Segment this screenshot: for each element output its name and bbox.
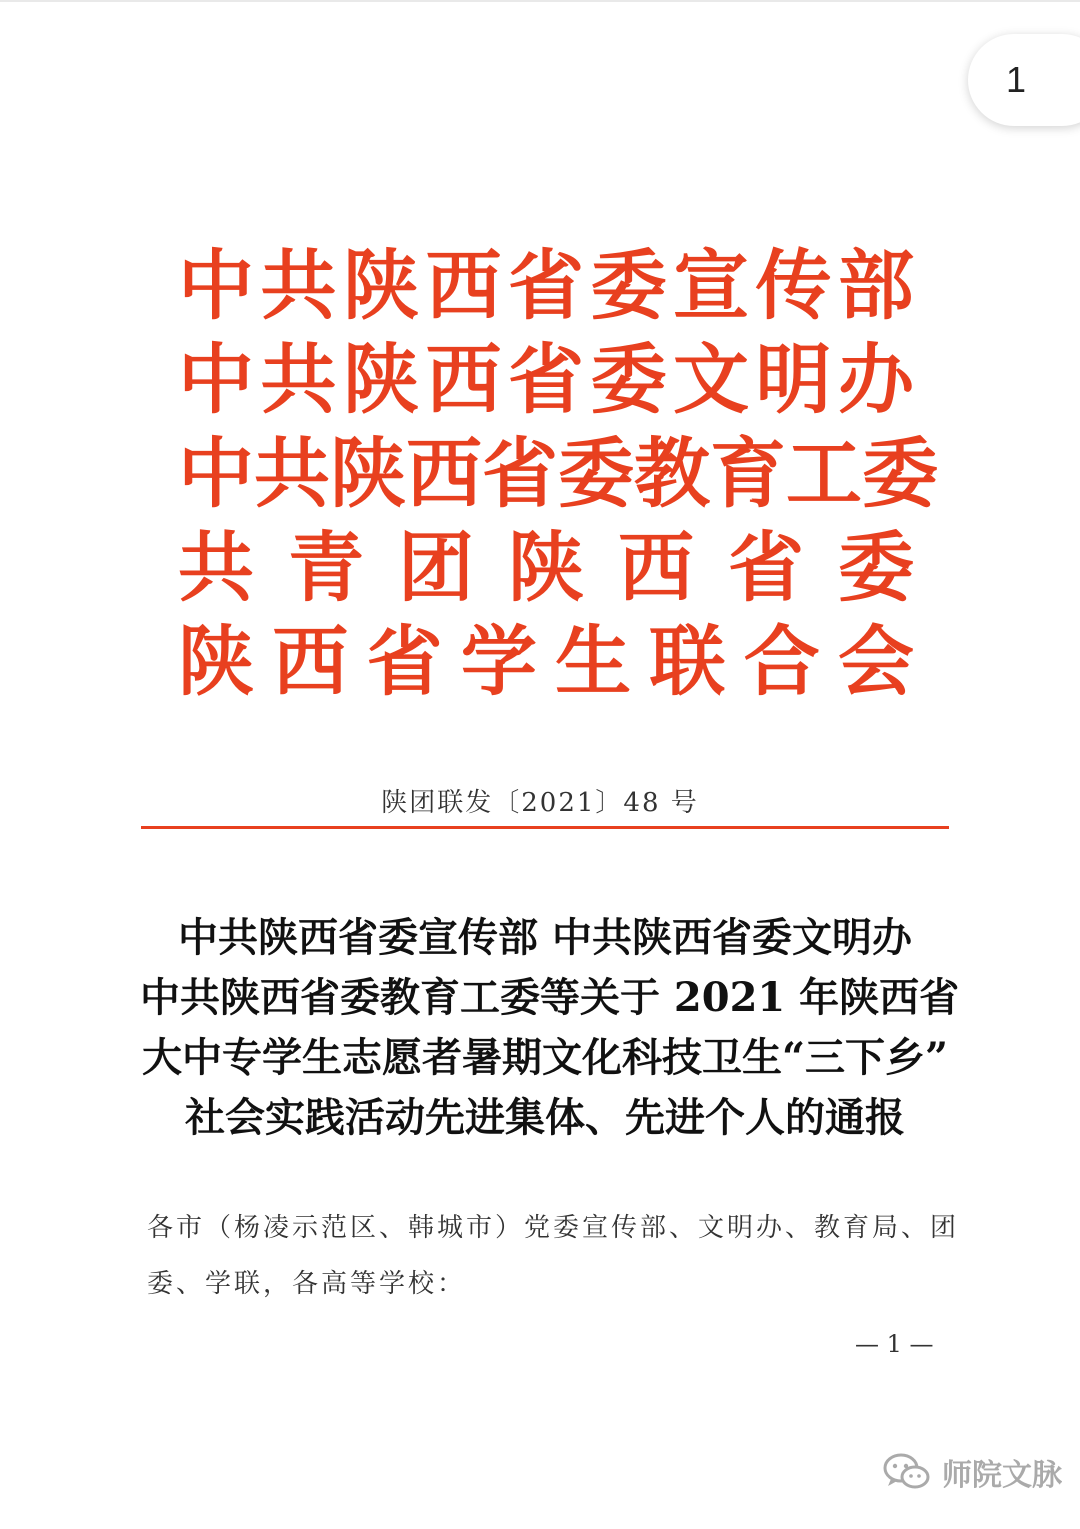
issuer-character: 工 bbox=[786, 429, 862, 518]
addressee-paragraph bbox=[147, 1208, 960, 1320]
red-separator-rule bbox=[141, 826, 949, 829]
issuer-character: 中 bbox=[178, 335, 254, 424]
title-line: 大中专学生志愿者暑期文化科技卫生“三下乡” bbox=[141, 1034, 948, 1081]
issuer-character: 共 bbox=[260, 335, 337, 424]
issuer-character: 委 bbox=[590, 335, 667, 424]
issuer-line bbox=[178, 240, 914, 332]
issuer-line bbox=[178, 616, 914, 708]
document-title bbox=[140, 908, 960, 1148]
issuer-character: 宣 bbox=[673, 241, 749, 330]
addressee-line: 各市（杨凌示范区、韩城市）党委宣传部、文明办、教育局、团 bbox=[147, 1213, 960, 1243]
issuer-character: 省 bbox=[728, 523, 804, 612]
issuer-character: 西 bbox=[406, 429, 482, 518]
issuer-character: 省 bbox=[508, 335, 584, 424]
issuer-character: 委 bbox=[558, 429, 634, 518]
title-line: 社会实践活动先进集体、先进个人的通报 bbox=[185, 1094, 905, 1141]
page-number-footer: — 1 — bbox=[855, 1330, 934, 1358]
issuer-character: 中 bbox=[178, 241, 254, 330]
issuer-character: 西 bbox=[618, 523, 694, 612]
issuer-character: 联 bbox=[649, 617, 726, 706]
title-line: 中共陕西省委教育工委等关于 2021 年陕西省 bbox=[140, 974, 960, 1021]
issuer-character: 西 bbox=[272, 617, 349, 706]
issuer-character: 西 bbox=[425, 241, 502, 330]
issuer-character: 传 bbox=[755, 241, 832, 330]
issuer-character: 委 bbox=[862, 429, 938, 518]
issuer-character: 共 bbox=[254, 429, 330, 518]
issuer-character: 陕 bbox=[343, 335, 419, 424]
issuer-character: 委 bbox=[838, 523, 914, 612]
wechat-icon bbox=[882, 1452, 932, 1492]
issuer-character: 省 bbox=[366, 617, 443, 706]
page-indicator-badge[interactable] bbox=[968, 34, 1080, 126]
issuer-line bbox=[178, 334, 914, 426]
source-watermark bbox=[882, 1450, 1062, 1494]
issuer-character: 省 bbox=[482, 429, 558, 518]
issuer-character: 青 bbox=[288, 523, 364, 612]
issuer-character: 陕 bbox=[178, 617, 254, 706]
issuer-character: 陕 bbox=[508, 523, 584, 612]
top-divider bbox=[0, 0, 1080, 2]
issuer-line bbox=[178, 522, 914, 614]
issuer-character: 会 bbox=[837, 617, 914, 706]
issuer-character: 文 bbox=[673, 335, 749, 424]
issuer-character: 合 bbox=[743, 617, 820, 706]
title-line: 中共陕西省委宣传部 中共陕西省委文明办 bbox=[178, 914, 912, 961]
issuer-character: 教 bbox=[634, 429, 710, 518]
issuer-character: 中 bbox=[178, 429, 254, 518]
issuer-character: 团 bbox=[398, 523, 474, 612]
issuer-character: 省 bbox=[508, 241, 584, 330]
issuer-character: 育 bbox=[710, 429, 786, 518]
page-indicator-number: 1 bbox=[1006, 59, 1027, 100]
issuer-character: 共 bbox=[260, 241, 337, 330]
issuer-character: 办 bbox=[838, 335, 914, 424]
issuer-line bbox=[178, 428, 938, 520]
issuer-character: 共 bbox=[178, 523, 254, 612]
document-number: 陕团联发〔2021〕48 号 bbox=[381, 788, 699, 818]
issuer-character: 部 bbox=[838, 241, 914, 330]
addressee-line: 委、学联，各高等学校： bbox=[147, 1269, 467, 1299]
issuer-character: 西 bbox=[425, 335, 502, 424]
issuer-character: 生 bbox=[555, 617, 632, 706]
issuer-character: 陕 bbox=[330, 429, 406, 518]
issuer-character: 明 bbox=[755, 335, 832, 424]
issuer-character: 学 bbox=[460, 617, 537, 706]
issuer-character: 委 bbox=[590, 241, 667, 330]
watermark-text: 师院文脉 bbox=[942, 1458, 1062, 1493]
issuer-character: 陕 bbox=[343, 241, 419, 330]
